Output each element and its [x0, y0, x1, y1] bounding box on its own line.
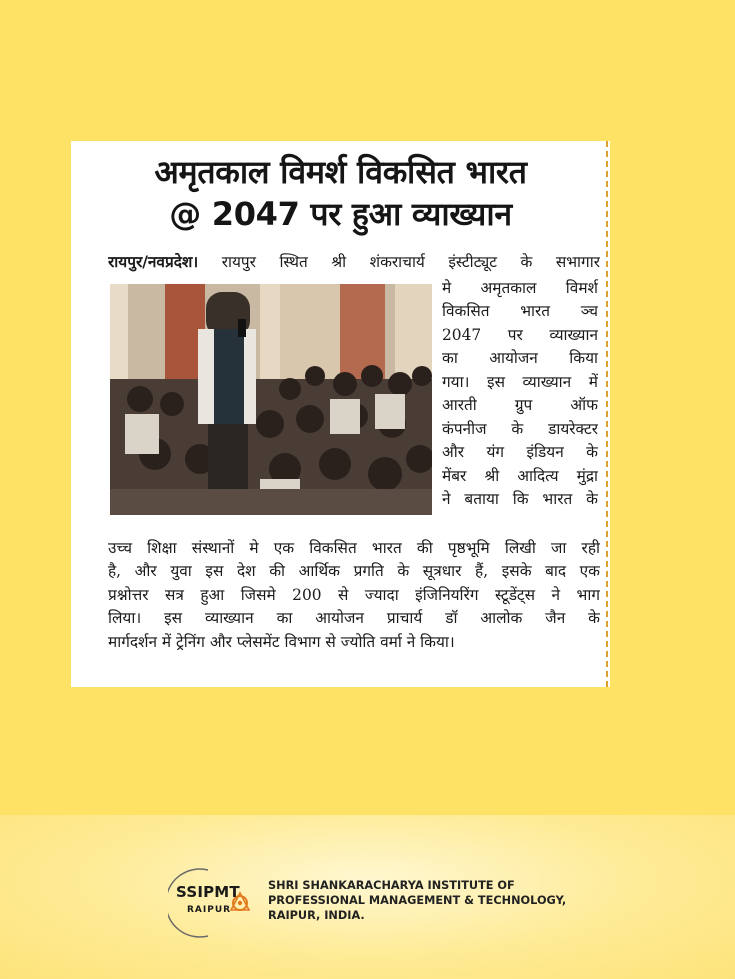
- body-line: है, और युवा इस देश की आर्थिक प्रगति के सूत्रधार हैं, इसके बाद एक: [108, 562, 600, 580]
- institute-name: [268, 878, 628, 923]
- side-line: 2047 पर व्याख्यान: [442, 325, 598, 344]
- headline-line-1: अमृतकाल विमर्श विकसित भारत: [154, 153, 527, 191]
- article-body: [108, 251, 600, 654]
- side-line: मे अमृतकाल विमर्श: [442, 278, 598, 297]
- headline-line-2: @ 2047 पर हुआ व्याख्यान: [169, 195, 512, 233]
- newspaper-clipping: [71, 141, 610, 687]
- side-line: का आयोजन किया: [442, 349, 598, 367]
- institute-line-1: SHRI SHANKARACHARYA INSTITUTE OF: [268, 879, 515, 892]
- article-continuation: [108, 537, 600, 655]
- dateline: रायपुर/नवप्रदेश।: [108, 253, 199, 271]
- body-line: प्रश्नोत्तर सत्र हुआ जिसमे 200 से ज्यादा इंजिनियरिंग स्टूडेंट्स ने भाग: [108, 585, 600, 604]
- ssipmt-logo: [168, 866, 258, 938]
- institute-line-2: PROFESSIONAL MANAGEMENT & TECHNOLOGY,: [268, 894, 567, 907]
- body-line: लिया। इस व्याख्यान का आयोजन प्राचार्य डॉ आलोक जैन के: [108, 609, 600, 627]
- lead-line: [108, 251, 600, 275]
- body-line: मार्गदर्शन में ट्रेनिंग और प्लेसमेंट विभाग से ज्योति वर्मा ने किया।: [108, 632, 455, 651]
- side-line: ने बताया कि भारत के: [442, 490, 598, 508]
- side-line: गया। इस व्याख्यान में: [442, 372, 598, 391]
- side-line: कंपनीज के डायरेक्टर: [442, 419, 598, 438]
- lead-text: रायपुर स्थित श्री शंकराचार्य इंस्टीट्यूट के सभागार: [198, 253, 600, 271]
- institute-logo-block: [168, 866, 628, 938]
- side-line: और यंग इंडियन के: [442, 443, 598, 461]
- photo-row: [108, 277, 600, 535]
- side-line: मेंबर श्री आदित्य मुंद्रा: [442, 466, 598, 485]
- institute-line-3: RAIPUR, INDIA.: [268, 909, 365, 922]
- logo-name: SSIPMT: [176, 883, 240, 901]
- side-line: आरती ग्रुप ऑफ: [442, 396, 598, 414]
- logo-city: RAIPUR: [187, 905, 232, 915]
- side-line: विकसित भारत ञ्च: [442, 302, 598, 320]
- body-line: उच्च शिक्षा संस्थानों मे एक विकसित भारत की पृष्ठभूमि लिखी जा रही: [108, 538, 600, 557]
- article-headline: [71, 151, 610, 235]
- lecture-photo: [110, 284, 432, 515]
- side-column: [442, 277, 598, 512]
